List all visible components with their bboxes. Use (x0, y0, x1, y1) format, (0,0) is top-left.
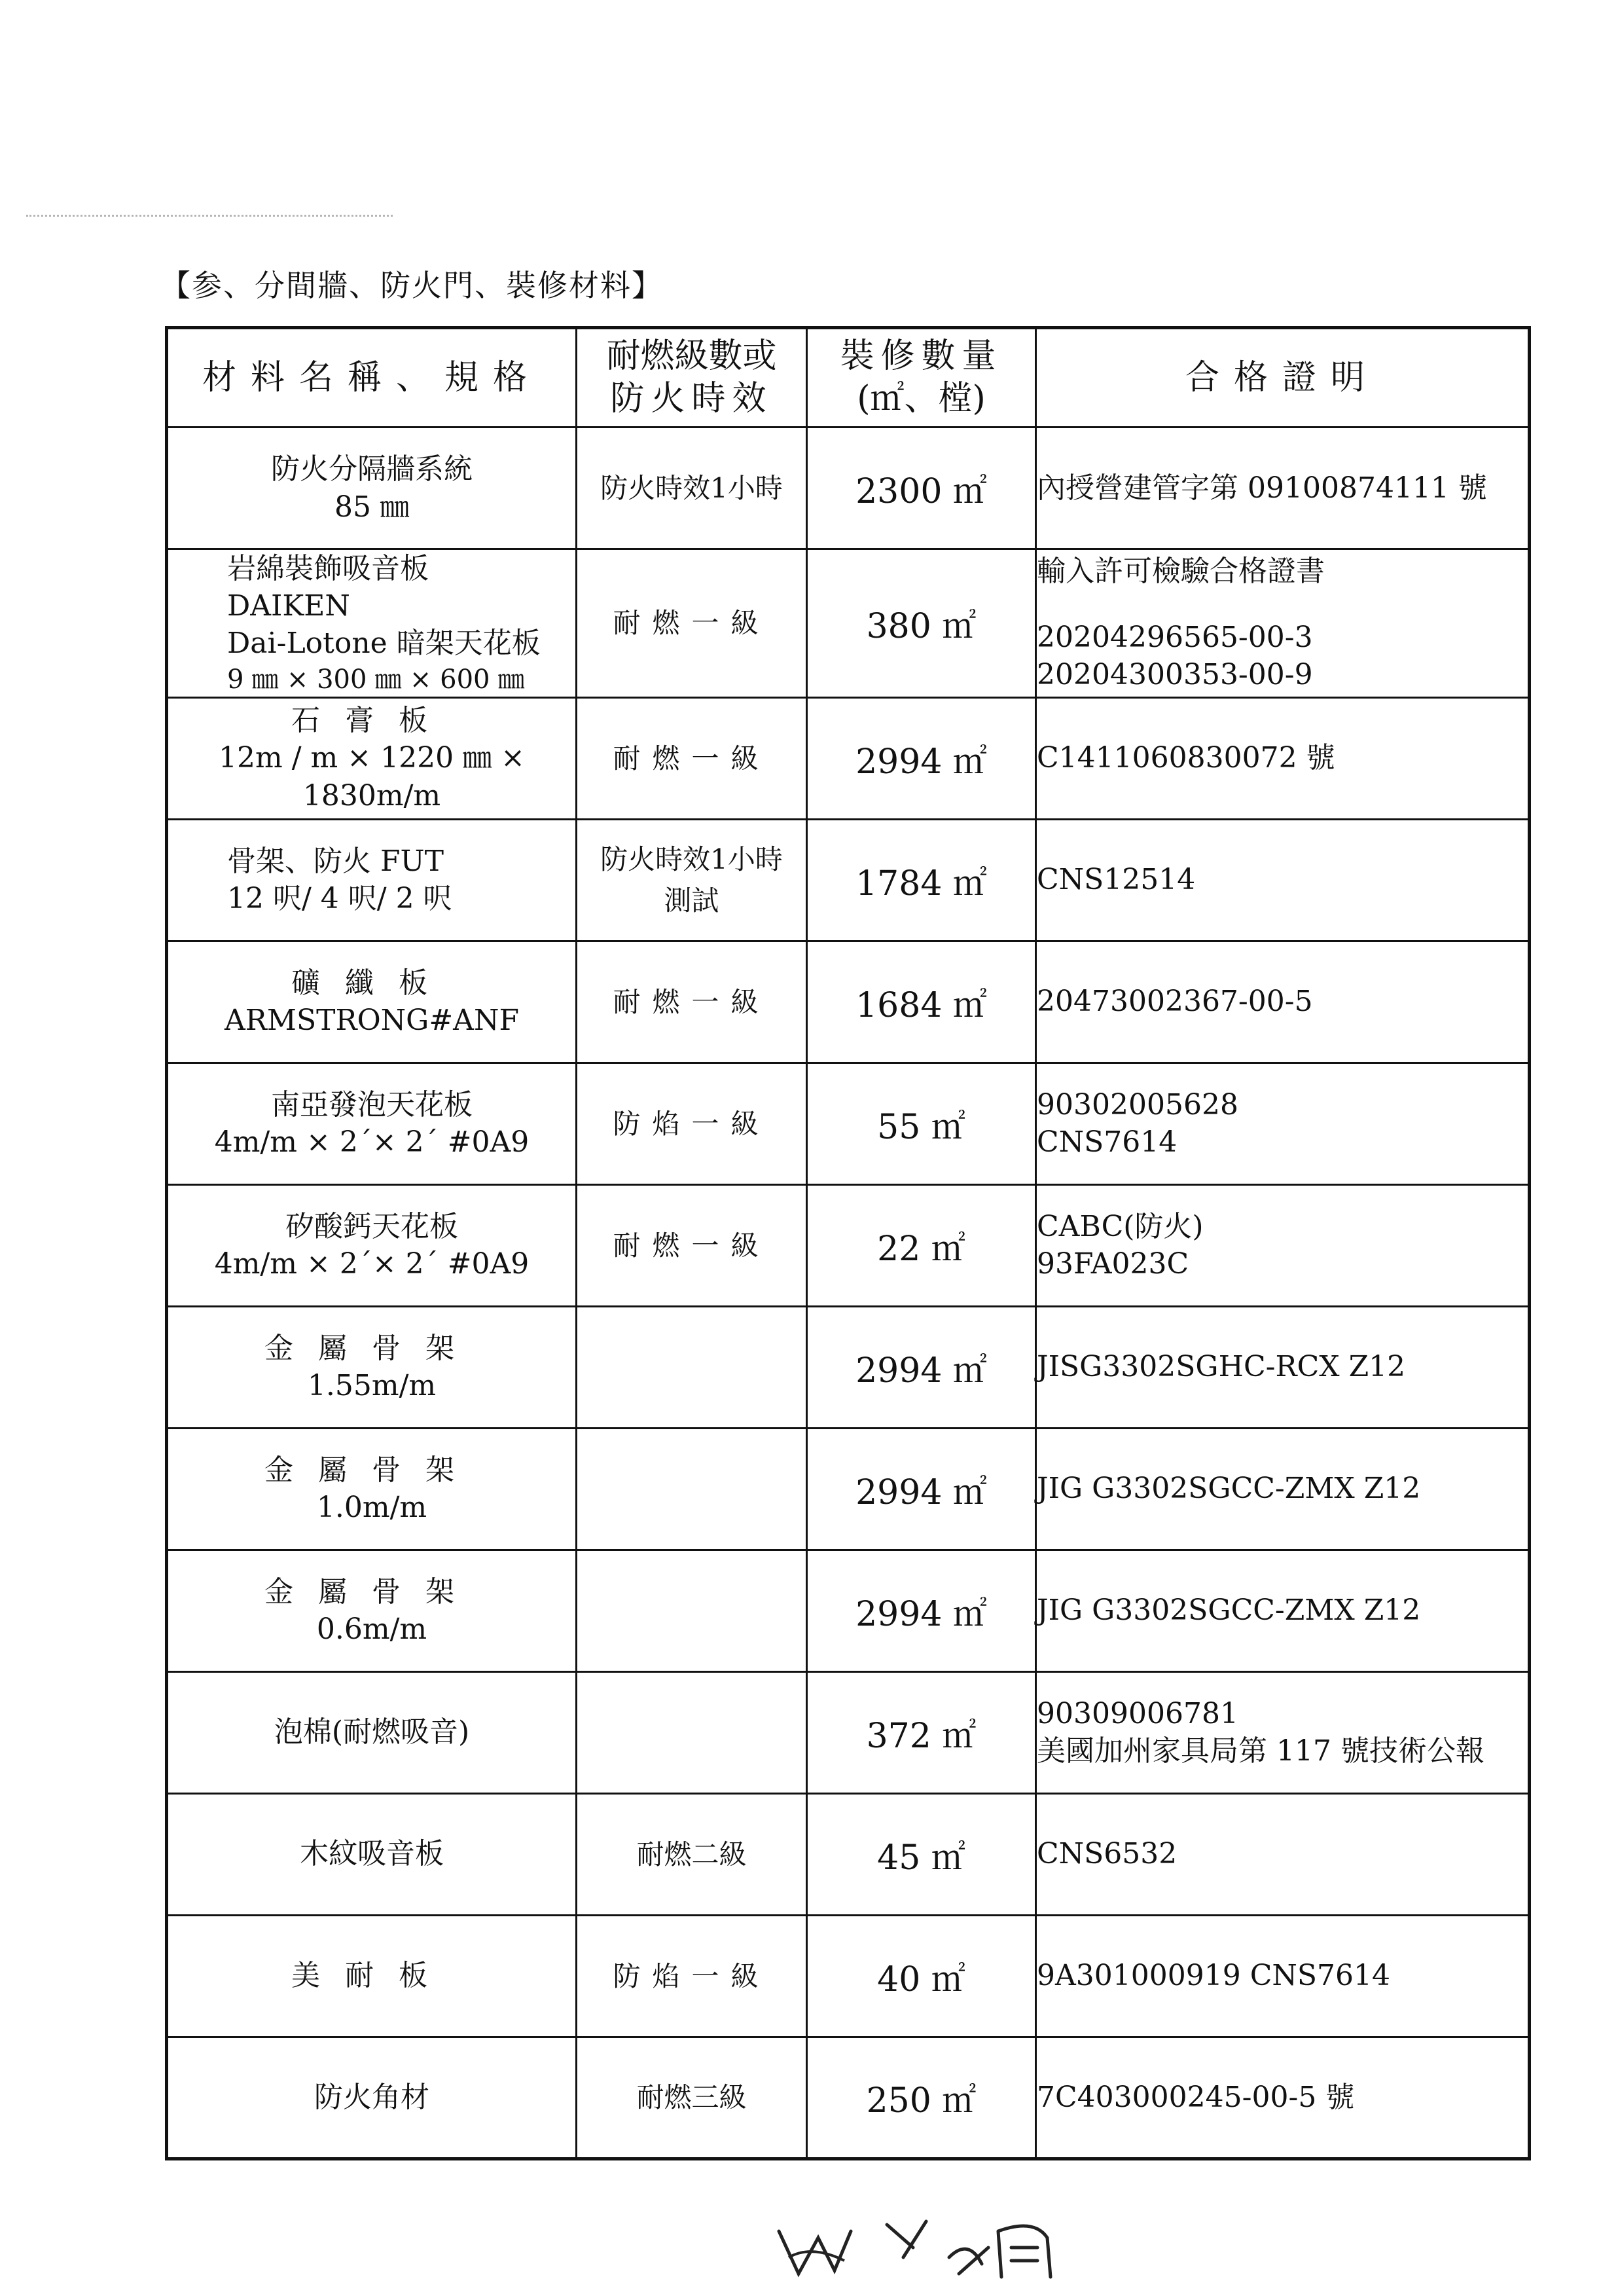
certificate-cell: CNS12514 (1036, 819, 1530, 941)
certificate-cell: CABC(防火) 93FA023C (1036, 1184, 1530, 1306)
certificate-cell: CNS6532 (1036, 1793, 1530, 1915)
header-certificate: 合格證明 (1036, 328, 1530, 428)
material-name-cell: 石膏板 12m / m × 1220 ㎜ × 1830m/m (167, 697, 577, 819)
quantity-cell: 55 ㎡ (807, 1063, 1036, 1184)
material-name-cell: 金屬骨架 0.6m/m (167, 1550, 577, 1671)
quantity-cell: 2994 ㎡ (807, 1306, 1036, 1428)
table-row (167, 1306, 1530, 1428)
material-name-cell: 泡棉(耐燃吸音) (167, 1671, 577, 1793)
table-row (167, 2037, 1530, 2159)
material-name-cell: 金屬骨架 1.55m/m (167, 1306, 577, 1428)
quantity-cell: 2300 ㎡ (807, 428, 1036, 549)
quantity-cell: 372 ㎡ (807, 1671, 1036, 1793)
certificate-cell: JISG3302SGHC-RCX Z12 (1036, 1306, 1530, 1428)
certificate-cell: C1411060830072 號 (1036, 697, 1530, 819)
table-row (167, 428, 1530, 549)
quantity-cell: 2994 ㎡ (807, 697, 1036, 819)
quantity-cell: 22 ㎡ (807, 1184, 1036, 1306)
rating-cell: 防焰一級 (577, 1915, 807, 2037)
rating-cell: 防火時效1小時 測試 (577, 819, 807, 941)
quantity-cell: 2994 ㎡ (807, 1550, 1036, 1671)
rating-cell (577, 1428, 807, 1550)
material-name-cell: 矽酸鈣天花板 4m/m × 2´× 2´ #0A9 (167, 1184, 577, 1306)
table-row (167, 819, 1530, 941)
table-row (167, 941, 1530, 1063)
material-name-cell: 骨架、防火 FUT 12 呎/ 4 呎/ 2 呎 (167, 819, 577, 941)
header-material-name: 材料名稱、規格 (167, 328, 577, 428)
table-row (167, 697, 1530, 819)
materials-table (165, 326, 1531, 2160)
certificate-cell: 內授營建管字第 09100874111 號 (1036, 428, 1530, 549)
rating-cell: 耐燃一級 (577, 549, 807, 698)
material-name-cell: 美耐板 (167, 1915, 577, 2037)
quantity-cell: 380 ㎡ (807, 549, 1036, 698)
table-row (167, 549, 1530, 698)
material-name-cell: 防火分隔牆系統 85 ㎜ (167, 428, 577, 549)
quantity-cell: 250 ㎡ (807, 2037, 1036, 2159)
certificate-cell: 90309006781 美國加州家具局第 117 號技術公報 (1036, 1671, 1530, 1793)
certificate-cell: 9A301000919 CNS7614 (1036, 1915, 1530, 2037)
rating-cell: 防火時效1小時 (577, 428, 807, 549)
header-quantity: 裝修數量 (㎡、樘) (807, 328, 1036, 428)
quantity-cell: 45 ㎡ (807, 1793, 1036, 1915)
rating-cell (577, 1671, 807, 1793)
rating-cell: 耐燃二級 (577, 1793, 807, 1915)
header-rating: 耐燃級數或 防火時效 (577, 328, 807, 428)
rating-cell: 耐燃三級 (577, 2037, 807, 2159)
table-header-row (167, 328, 1530, 428)
table-row (167, 1428, 1530, 1550)
handwritten-signature (772, 2212, 1073, 2284)
table-row (167, 1671, 1530, 1793)
scan-artifact-line (26, 215, 393, 217)
quantity-cell: 1684 ㎡ (807, 941, 1036, 1063)
table-row (167, 1063, 1530, 1184)
rating-cell: 防焰一級 (577, 1063, 807, 1184)
quantity-cell: 40 ㎡ (807, 1915, 1036, 2037)
certificate-cell: 7C403000245-00-5 號 (1036, 2037, 1530, 2159)
table-row (167, 1793, 1530, 1915)
table-row (167, 1915, 1530, 2037)
rating-cell (577, 1550, 807, 1671)
material-name-cell: 礦纖板 ARMSTRONG#ANF (167, 941, 577, 1063)
material-name-cell: 木紋吸音板 (167, 1793, 577, 1915)
table-row (167, 1550, 1530, 1671)
certificate-cell: JIG G3302SGCC-ZMX Z12 (1036, 1550, 1530, 1671)
certificate-cell: JIG G3302SGCC-ZMX Z12 (1036, 1428, 1530, 1550)
section-title: 【参、分間牆、防火門、裝修材料】 (160, 268, 663, 303)
quantity-cell: 2994 ㎡ (807, 1428, 1036, 1550)
material-name-cell: 南亞發泡天花板 4m/m × 2´× 2´ #0A9 (167, 1063, 577, 1184)
certificate-cell: 90302005628 CNS7614 (1036, 1063, 1530, 1184)
material-name-cell: 防火角材 (167, 2037, 577, 2159)
rating-cell: 耐燃一級 (577, 941, 807, 1063)
rating-cell: 耐燃一級 (577, 1184, 807, 1306)
material-name-cell: 岩綿裝飾吸音板 DAIKEN Dai-Lotone 暗架天花板 9 ㎜ × 300 ㎜ × 600 ㎜ (167, 549, 577, 698)
material-name-cell: 金屬骨架 1.0m/m (167, 1428, 577, 1550)
certificate-cell: 輸入許可檢驗合格證書 20204296565-00-3 20204300353-00-9 (1036, 549, 1530, 698)
rating-cell (577, 1306, 807, 1428)
quantity-cell: 1784 ㎡ (807, 819, 1036, 941)
certificate-cell: 20473002367-00-5 (1036, 941, 1530, 1063)
table-row (167, 1184, 1530, 1306)
rating-cell: 耐燃一級 (577, 697, 807, 819)
